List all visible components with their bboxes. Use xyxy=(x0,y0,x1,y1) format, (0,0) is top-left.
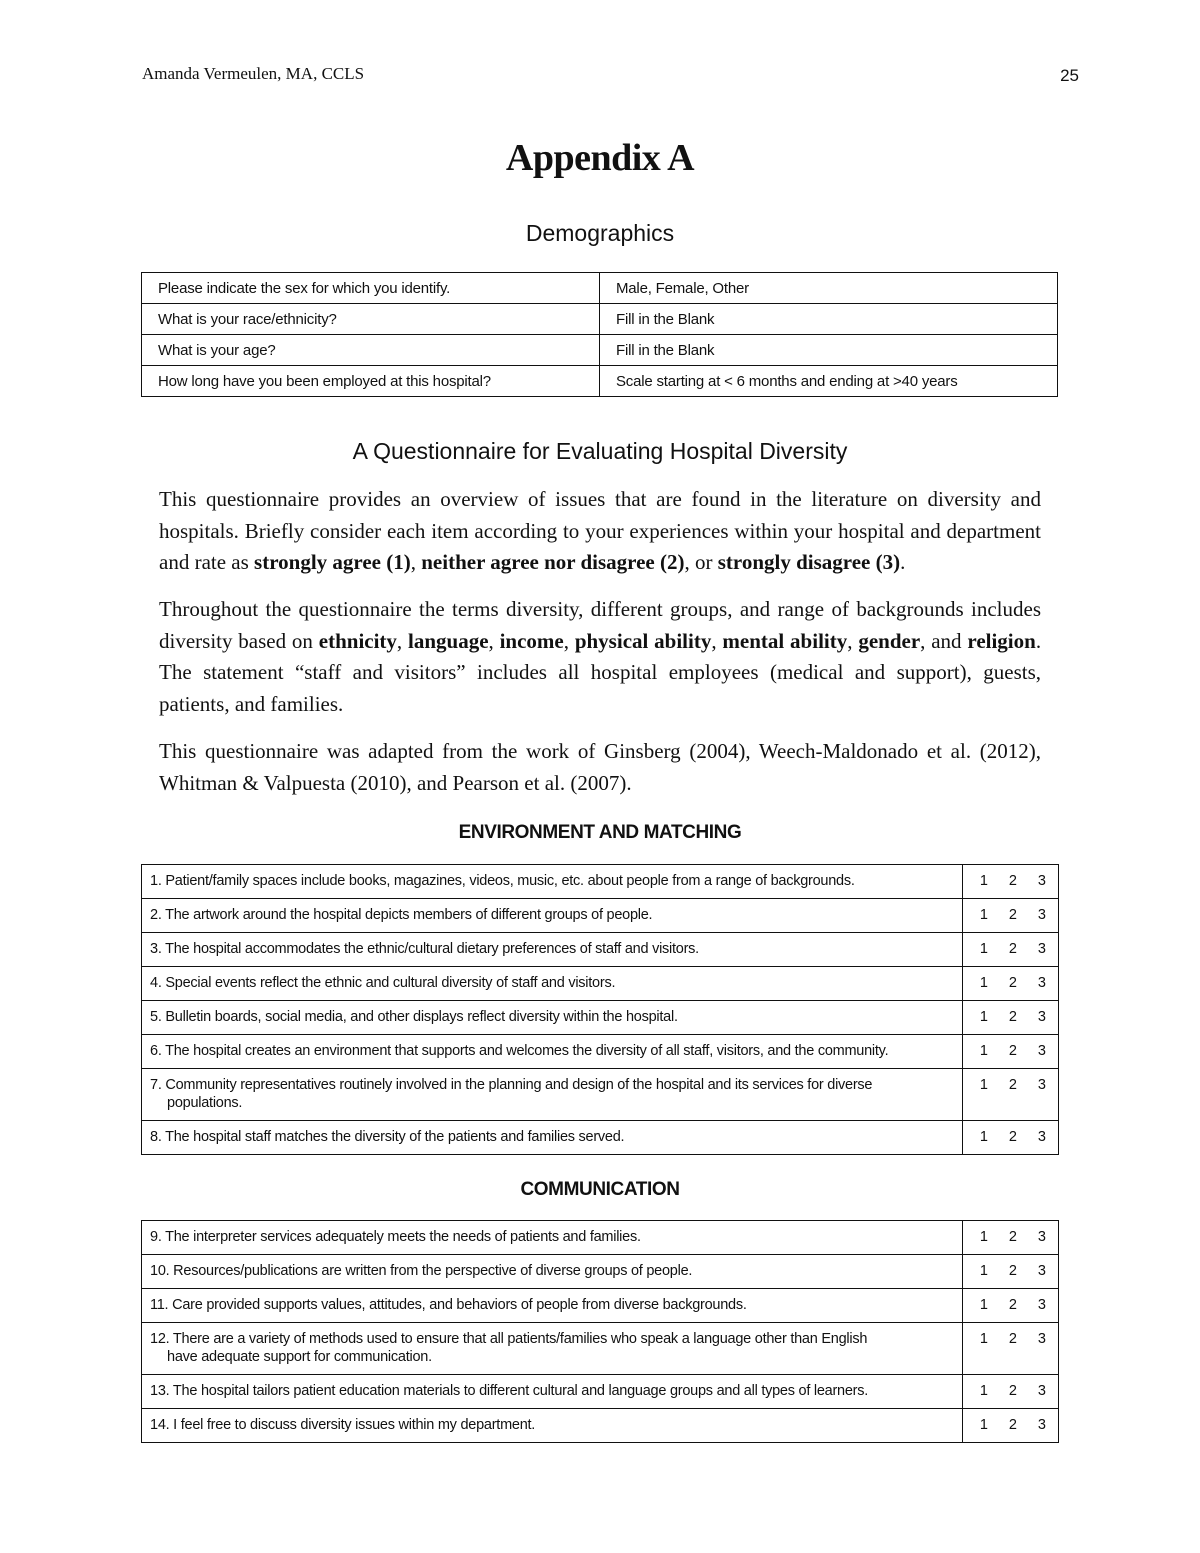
demographics-answer: Scale starting at < 6 months and ending at >40 years xyxy=(600,366,1058,397)
demographics-heading: Demographics xyxy=(525,220,675,246)
rating-option[interactable]: 1 xyxy=(979,1297,988,1313)
rating-option[interactable]: 1 xyxy=(979,941,988,957)
demographics-question: What is your age? xyxy=(142,335,600,366)
question-text xyxy=(142,1035,963,1069)
rating-option[interactable]: 1 xyxy=(979,1383,988,1399)
rating-option[interactable]: 3 xyxy=(1037,1331,1046,1347)
rating-scale xyxy=(963,1323,1059,1375)
demographics-answer: Fill in the Blank xyxy=(600,304,1058,335)
page-number: 25 xyxy=(1060,66,1079,85)
rating-option[interactable]: 2 xyxy=(1008,941,1017,957)
demographics-table xyxy=(141,272,1058,397)
running-header-author: Amanda Vermeulen, MA, CCLS xyxy=(142,64,365,83)
rating-option[interactable]: 3 xyxy=(1037,1009,1046,1025)
rating-option[interactable]: 3 xyxy=(1037,1043,1046,1059)
questionnaire-heading: A Questionnaire for Evaluating Hospital Diversity xyxy=(352,438,848,464)
rating-scale xyxy=(963,967,1059,1001)
question-text xyxy=(142,967,963,1001)
question-row xyxy=(142,967,1059,1001)
question-line: 13. The hospital tailors patient education materials to different cultural and language groups and all types of learners. xyxy=(150,1383,869,1399)
demographics-row xyxy=(142,335,1058,366)
question-row xyxy=(142,1069,1059,1121)
question-line: 7. Community representatives routinely involved in the planning and design of the hospital and its services for diverse xyxy=(150,1077,873,1093)
rating-scale xyxy=(963,1255,1059,1289)
rating-scale xyxy=(963,1409,1059,1443)
rating-option[interactable]: 2 xyxy=(1008,1383,1017,1399)
rating-scale xyxy=(963,899,1059,933)
rating-scale xyxy=(963,865,1059,899)
rating-option[interactable]: 3 xyxy=(1037,975,1046,991)
rating-option[interactable]: 3 xyxy=(1037,1383,1046,1399)
intro-paragraph-rating: This questionnaire provides an overview of issues that are found in the literature on diversity and hospitals. Briefly consider each item according to your experiences within your hospital and department and rate as strongly agree (1), neither agree nor disagree (2), or strongly disagree (3). xyxy=(159,487,1041,574)
rating-option[interactable]: 3 xyxy=(1037,873,1046,889)
rating-option[interactable]: 2 xyxy=(1008,1077,1017,1093)
demographics-row xyxy=(142,304,1058,335)
question-line: 5. Bulletin boards, social media, and other displays reflect diversity within the hospital. xyxy=(150,1009,678,1025)
question-text xyxy=(142,1069,963,1121)
rating-option[interactable]: 1 xyxy=(979,1043,988,1059)
question-text xyxy=(142,1221,963,1255)
rating-option[interactable]: 2 xyxy=(1008,907,1017,923)
question-text xyxy=(142,865,963,899)
question-row xyxy=(142,1001,1059,1035)
question-line: 10. Resources/publications are written from the perspective of diverse groups of people. xyxy=(150,1263,693,1279)
rating-scale xyxy=(963,933,1059,967)
rating-option[interactable]: 3 xyxy=(1037,1129,1046,1145)
environment-table xyxy=(141,864,1059,1155)
question-line: 6. The hospital creates an environment that supports and welcomes the diversity of all staff, visitors, and the community. xyxy=(150,1043,889,1059)
rating-option[interactable]: 3 xyxy=(1037,941,1046,957)
question-text xyxy=(142,1323,963,1375)
rating-scale xyxy=(963,1001,1059,1035)
rating-option[interactable]: 2 xyxy=(1008,1009,1017,1025)
demographics-answer: Male, Female, Other xyxy=(600,273,1058,304)
question-line: 14. I feel free to discuss diversity issues within my department. xyxy=(150,1417,536,1433)
rating-option[interactable]: 1 xyxy=(979,1417,988,1433)
question-row xyxy=(142,1375,1059,1409)
question-row xyxy=(142,1255,1059,1289)
rating-option[interactable]: 1 xyxy=(979,907,988,923)
rating-option[interactable]: 3 xyxy=(1037,907,1046,923)
question-text xyxy=(142,1289,963,1323)
rating-disagree: strongly disagree (3) xyxy=(717,550,901,574)
demographics-question: What is your race/ethnicity? xyxy=(142,304,600,335)
question-text xyxy=(142,1375,963,1409)
rating-option[interactable]: 2 xyxy=(1008,1417,1017,1433)
rating-neither: neither agree nor disagree (2) xyxy=(421,550,685,574)
question-line: 1. Patient/family spaces include books, magazines, videos, music, etc. about people from a range of backgrounds. xyxy=(150,873,855,889)
rating-option[interactable]: 2 xyxy=(1008,1331,1017,1347)
rating-option[interactable]: 2 xyxy=(1008,1297,1017,1313)
rating-option[interactable]: 2 xyxy=(1008,1229,1017,1245)
question-row xyxy=(142,1323,1059,1375)
rating-scale xyxy=(963,1035,1059,1069)
rating-scale xyxy=(963,1375,1059,1409)
rating-scale xyxy=(963,1221,1059,1255)
communication-heading: COMMUNICATION xyxy=(520,1179,680,1200)
question-text xyxy=(142,1409,963,1443)
rating-option[interactable]: 1 xyxy=(979,1077,988,1093)
question-line: 8. The hospital staff matches the diversity of the patients and families served. xyxy=(150,1129,625,1145)
question-line: 3. The hospital accommodates the ethnic/cultural dietary preferences of staff and visitors. xyxy=(150,941,699,957)
rating-option[interactable]: 2 xyxy=(1008,1129,1017,1145)
question-text xyxy=(142,899,963,933)
question-row xyxy=(142,899,1059,933)
environment-heading: ENVIRONMENT AND MATCHING xyxy=(458,822,742,843)
question-row xyxy=(142,1409,1059,1443)
rating-option[interactable]: 2 xyxy=(1008,873,1017,889)
rating-option[interactable]: 1 xyxy=(979,1229,988,1245)
rating-option[interactable]: 1 xyxy=(979,873,988,889)
rating-option[interactable]: 1 xyxy=(979,975,988,991)
rating-option[interactable]: 1 xyxy=(979,1129,988,1145)
rating-scale xyxy=(963,1289,1059,1323)
question-text xyxy=(142,1255,963,1289)
question-row xyxy=(142,1221,1059,1255)
rating-option[interactable]: 3 xyxy=(1037,1263,1046,1279)
communication-table xyxy=(141,1220,1059,1443)
rating-option[interactable]: 2 xyxy=(1008,1263,1017,1279)
rating-option[interactable]: 3 xyxy=(1037,1077,1046,1093)
question-line: 4. Special events reflect the ethnic and cultural diversity of staff and visitors. xyxy=(150,975,616,991)
rating-option[interactable]: 1 xyxy=(979,1263,988,1279)
question-line: 12. There are a variety of methods used to ensure that all patients/families who speak a language other than English xyxy=(150,1331,868,1347)
rating-option[interactable]: 2 xyxy=(1008,1043,1017,1059)
rating-scale xyxy=(963,1069,1059,1121)
question-text xyxy=(142,933,963,967)
rating-option[interactable]: 1 xyxy=(979,1331,988,1347)
rating-option[interactable]: 1 xyxy=(979,1009,988,1025)
rating-option[interactable]: 3 xyxy=(1037,1229,1046,1245)
intro-paragraph-sources: This questionnaire was adapted from the work of Ginsberg (2004), Weech-Maldonado et al. (2012), Whitman & Valpuesta (2010), and Pearson et al. (2007). xyxy=(159,739,1041,795)
demographics-row xyxy=(142,366,1058,397)
page-title: Appendix A xyxy=(505,137,695,179)
demographics-question: How long have you been employed at this hospital? xyxy=(142,366,600,397)
question-row xyxy=(142,1289,1059,1323)
question-line: 11. Care provided supports values, attitudes, and behaviors of people from diverse backgrounds. xyxy=(150,1297,747,1313)
question-text xyxy=(142,1001,963,1035)
rating-option[interactable]: 3 xyxy=(1037,1297,1046,1313)
demographics-answer: Fill in the Blank xyxy=(600,335,1058,366)
question-row xyxy=(142,933,1059,967)
question-line: 9. The interpreter services adequately meets the needs of patients and families. xyxy=(150,1229,641,1245)
question-row xyxy=(142,1035,1059,1069)
rating-option[interactable]: 2 xyxy=(1008,975,1017,991)
question-line-continued: have adequate support for communication. xyxy=(167,1349,432,1365)
rating-option[interactable]: 3 xyxy=(1037,1417,1046,1433)
intro-paragraph-terms: Throughout the questionnaire the terms diversity, different groups, and range of backgrounds includes diversity based on ethnicity, language, income, physical ability, mental ability, gender, and religion. The statement “staff and visitors” includes all hospital employees (medical and support), guests, patients, and families. xyxy=(159,597,1042,716)
question-row xyxy=(142,1121,1059,1155)
question-text xyxy=(142,1121,963,1155)
demographics-row xyxy=(142,273,1058,304)
demographics-question: Please indicate the sex for which you identify. xyxy=(142,273,600,304)
rating-agree: strongly agree (1) xyxy=(254,550,411,574)
question-line-continued: populations. xyxy=(167,1095,243,1111)
question-line: 2. The artwork around the hospital depicts members of different groups of people. xyxy=(150,907,653,923)
rating-scale xyxy=(963,1121,1059,1155)
question-row xyxy=(142,865,1059,899)
